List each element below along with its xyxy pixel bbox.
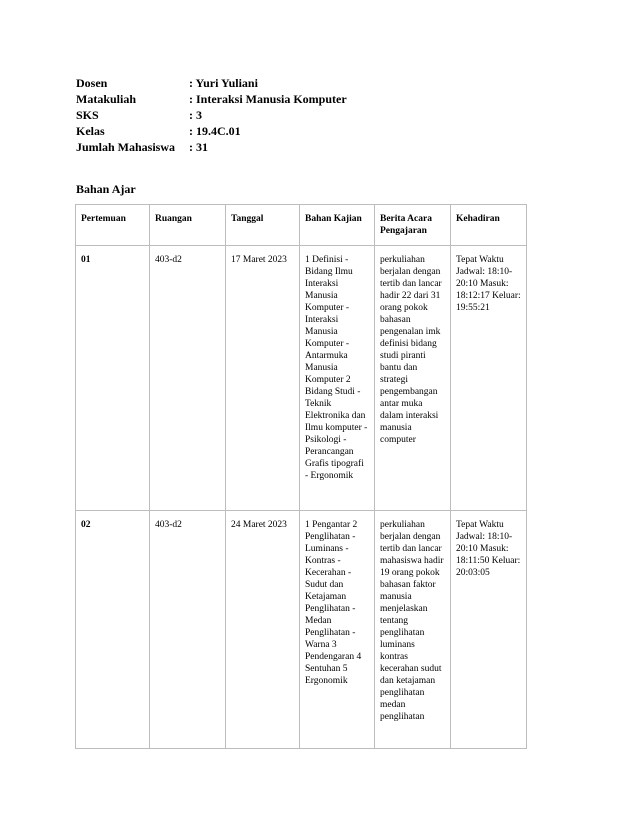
header-berita-acara: Berita Acara Pengajaran [375, 205, 451, 246]
cell-berita-acara: perkuliahan berjalan dengan tertib dan lancar mahasiswa hadir 19 orang pokok bahasan faktor manusia menjelaskan tentang penglihatan luminans kontras kecerahan sudut dan ketajaman penglihatan medan penglihatan [375, 511, 451, 749]
table-row [76, 511, 527, 749]
info-label: Jumlah Mahasiswa [76, 140, 176, 154]
info-value: : 3 [189, 108, 202, 122]
cell-ruangan: 403-d2 [150, 246, 226, 511]
cell-ruangan: 403-d2 [150, 511, 226, 749]
section-title: Bahan Ajar [76, 182, 136, 196]
cell-pertemuan: 01 [76, 246, 150, 511]
info-label: SKS [76, 108, 99, 122]
info-label: Dosen [76, 76, 108, 90]
header-ruangan: Ruangan [150, 205, 226, 246]
cell-bahan-kajian: 1 Definisi - Bidang Ilmu Interaksi Manusia Komputer - Interaksi Manusia Komputer - Antarmuka Manusia Komputer 2 Bidang Studi - Teknik Elektronika dan Ilmu komputer - Psikologi - Perancangan Grafis tipografi - Ergonomik [300, 246, 375, 511]
info-row-matakuliah [76, 91, 347, 107]
info-label: Kelas [76, 124, 105, 138]
table-header-row [76, 205, 527, 246]
cell-bahan-kajian: 1 Pengantar 2 Penglihatan - Luminans - Kontras - Kecerahan - Sudut dan Ketajaman Penglihatan - Medan Penglihatan - Warna 3 Pendengaran 4 Sentuhan 5 Ergonomik [300, 511, 375, 749]
cell-pertemuan: 02 [76, 511, 150, 749]
table-row [76, 246, 527, 511]
header-bahan-kajian: Bahan Kajian [300, 205, 375, 246]
cell-kehadiran: Tepat Waktu Jadwal: 18:10-20:10 Masuk: 18:11:50 Keluar: 20:03:05 [451, 511, 527, 749]
bahan-ajar-table [75, 204, 527, 749]
info-row-jumlah-mahasiswa [76, 139, 347, 155]
info-row-sks [76, 107, 347, 123]
cell-tanggal: 17 Maret 2023 [226, 246, 300, 511]
info-value: : Interaksi Manusia Komputer [189, 92, 347, 106]
info-value: : Yuri Yuliani [189, 76, 258, 90]
header-kehadiran: Kehadiran [451, 205, 527, 246]
course-info [76, 75, 347, 155]
header-tanggal: Tanggal [226, 205, 300, 246]
cell-tanggal: 24 Maret 2023 [226, 511, 300, 749]
header-pertemuan: Pertemuan [76, 205, 150, 246]
cell-berita-acara: perkuliahan berjalan dengan tertib dan lancar hadir 22 dari 31 orang pokok bahasan pengenalan imk definisi bidang studi piranti bantu dan strategi pengembangan antar muka dalam interaksi manusia computer [375, 246, 451, 511]
info-label: Matakuliah [76, 92, 137, 106]
info-row-kelas [76, 123, 347, 139]
cell-kehadiran: Tepat Waktu Jadwal: 18:10-20:10 Masuk: 18:12:17 Keluar: 19:55:21 [451, 246, 527, 511]
info-value: : 31 [189, 140, 208, 154]
info-row-dosen [76, 75, 347, 91]
info-value: : 19.4C.01 [189, 124, 241, 138]
